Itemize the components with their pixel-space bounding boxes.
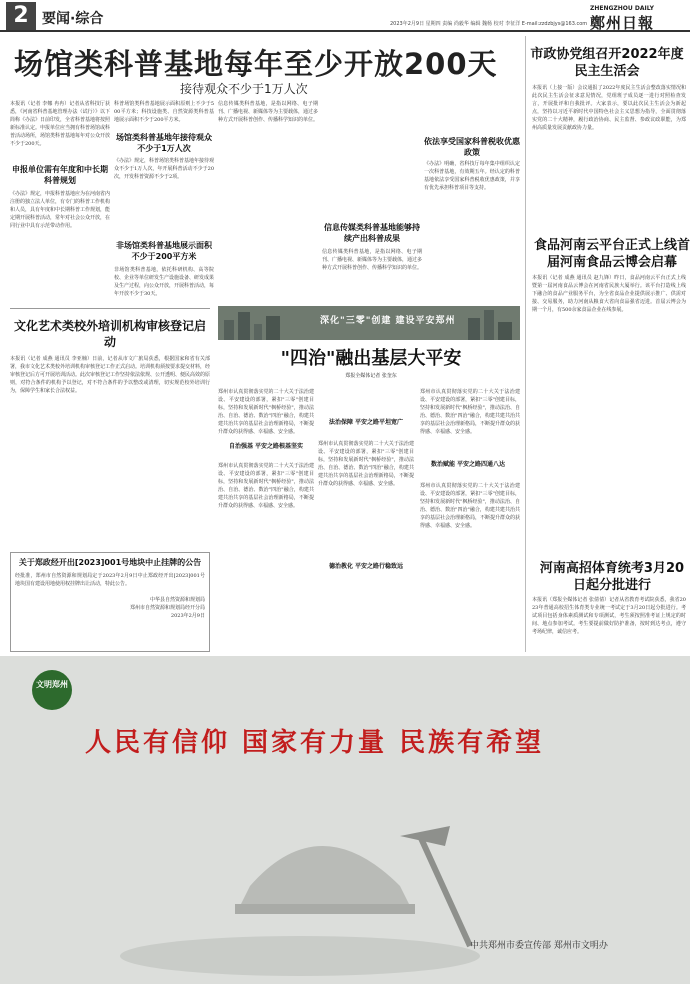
lead-body-f: 信息传媒类科普基地，是指以网络、电子期刊、广播电视、新媒体等为主要载体，通过多种方式开展科普创作、传播科学知识的单位。 [322,249,422,271]
land-notice [10,552,210,652]
notice-org1: 中华县自然资源和规划局 [149,597,205,603]
notice-body: 经批准，郑州市自然资源和规划局定于2023年2月9日中止郑政经开出[2023]001号地块国有建设用地使用权挂牌出让活动，特此公告。 [15,573,205,587]
food-body: 本报讯（记者 成燕 通讯员 赵九锋）昨日，食品河南云平台正式上线暨第一届河南食品云博会在河南省民族大厦举行。该平台打造线上线下融合的食品产业服务平台，为全省食品企业提供展示推广、供需对接、交易服务，助力河南从粮食大省向食品强省迈进。首届云博会为期一个月，有500余家食品企业在线参展。 [532,275,686,313]
helmet-illustration [0,656,690,984]
feature-body-2: 郑州市认真贯彻落实党的二十大关于法治建设、平安建设的部署，紧扣"三零"创建目标，坚持和发展新时代"枫桥经验"，推动法治、自治、德治、数治"四治"融合，构建共建共治共享的基层社会治理新格局，不断提升群众的获得感、幸福感、安全感。 [318,441,414,487]
culture-body: 本报讯（记者 成燕 通讯员 李亚楠）日前，记者从市文广旅局获悉，根据国家和省有关部署，我市文化艺术类校外培训机构审核登记工作正式启动。培训机构须按要求提交材料，经审核登记后方可开展培训活动。此次审核登记工作坚持依法依规、公开透明、便民高效的原则，对符合条件的机构予以登记，对不符合条件的予以整改或清理，切实规范校外培训行为，保障学生和家长合法权益。 [10,356,210,394]
lead-subhead-f: 依法享受国家科普税收优惠政策 [424,137,520,157]
lead-body-f-pre: 信息传媒类科普基地，是指以网络、电子期刊、广播电视、新媒体等为主要载体，通过多种方式开展科普创作、传播科学知识的单位。 [218,101,318,123]
poster-credit: 中共郑州市委宣传部 郑州市文明办 [470,941,608,951]
lead-body-b: 《办法》规定，申报科普基地应为在河南省内注册的独立法人单位，有专门的科普工作机构和人员，具有年度和中长期科普工作规划，能定期开展科普活动，常年对社会公众开放，在同行业中具有示范带动作用。 [10,191,110,229]
issue-meta: 2023年2月9日 星期四 责编 尚毅华 编辑 魏杨 校对 李征洋 E-mail:zzdzbjys@163.com [390,21,588,27]
page-number: 2 [6,2,36,30]
culture-headline: 文化艺术类校外培训机构审核登记启动 [13,319,206,349]
lead-subhead-e: 信息传媒类科普基地能够持续产出科普成果 [324,223,420,243]
feature-sub3: 德治教化 平安之路行稳致远 [328,563,404,570]
divider [10,308,210,309]
lead-body-d: 《办法》规定，科普场馆类科普基地年接待观众不少于1万人次，年开展科普活动不少于20次，开发科普资源不少于2项。 [114,158,214,180]
notice-title: 关于郑政经开出[2023]001号地块中止挂牌的公告 [18,558,202,567]
lead-subhead-a: 申报单位需有年度和中长期科普规划 [12,165,108,185]
section-title: 要闻·综合 [42,11,104,27]
notice-date: 2023年2月9日 [170,613,205,619]
exam-body: 本报讯（郑报全媒体记者 张倩倩）记者从省教育考试院获悉，我省2023年普通高校招生体育类专业统一考试定于3月20日起分批进行。考试项目包括身体素质测试和专项测试，考生须按照准考证上规定的时间、地点参加考试。考生要提前做好防护准备，按时到达考点，遵守考场纪律，诚信应考。 [532,597,686,635]
cppcc-headline: 市政协党组召开2022年度民主生活会 [530,47,684,79]
lead-body-e: 非场馆类科普基地，依托科研机构、高等院校、企业等单位研发生产设施设备、研发成果及生产过程，向公众开放，开展科普活动，每年开放不少于30天。 [114,267,214,297]
feature-banner-title: 深化"三零"创建 建设平安郑州 [320,316,456,326]
column-rule [525,36,526,652]
masthead-logo: 鄭州日報 [590,14,655,32]
lead-body-g: 《办法》明确，省科技厅每年集中组织认定一次科普基地，有效期五年。经认定的科普基地依法享受国家科普税收优惠政策，并享有优先承担科普项目等支持。 [424,161,520,191]
feature-body-4: 郑州市认真贯彻落实党的二十大关于法治建设、平安建设的部署，紧扣"三零"创建目标，坚持和发展新时代"枫桥经验"，推动法治、自治、德治、数治"四治"融合，构建共建共治共享的基层社会治理新格局，不断提升群众的获得感、幸福感、安全感。 [420,483,520,529]
feature-body-5: 郑州市认真贯彻落实党的二十大关于法治建设、平安建设的部署，紧扣"三零"创建目标，坚持和发展新时代"枫桥经验"，推动法治、自治、德治、数治"四治"融合，构建共建共治共享的基层社会治理新格局，不断提升群众的获得感、幸福感、安全感。 [420,389,520,435]
feature-body-3: 郑州市认真贯彻落实党的二十大关于法治建设、平安建设的部署，紧扣"三零"创建目标，坚持和发展新时代"枫桥经验"，推动法治、自治、德治、数治"四治"融合，构建共建共治共享的基层社会治理新格局，不断提升群众的获得感、幸福感、安全感。 [218,463,314,509]
page-header [0,0,690,32]
feature-body-1: 郑州市认真贯彻落实党的二十大关于法治建设、平安建设的部署，紧扣"三零"创建目标，坚持和发展新时代"枫桥经验"，推动法治、自治、德治、数治"四治"融合，构建共建共治共享的基层社会治理新格局，不断提升群众的获得感、幸福感、安全感。 [218,389,314,435]
lead-subhead-c: 场馆类科普基地年接待观众不少于1万人次 [116,133,212,153]
lead-subhead: 接待观众不少于1万人次 [180,82,308,96]
feature-headline: "四治"融出基层大平安 [280,348,462,369]
poster-slogan: 人民有信仰 国家有力量 民族有希望 [85,728,545,758]
masthead-en: ZHENGZHOU DAILY [590,5,654,12]
lead-subhead-d: 非场馆类科普基地展示面积不少于200平方米 [116,241,212,261]
civilization-logo: 文明郑州 [32,670,72,710]
public-service-poster [0,656,690,984]
food-headline: 食品河南云平台正式上线首届河南食品云博会启幕 [534,238,690,270]
exam-headline: 河南高招体育统考3月20日起分批进行 [539,561,685,593]
feature-sub2: 自治强基 平安之路根基坚实 [228,443,304,450]
feature-sub1: 法治保障 平安之路平坦宽广 [328,419,404,426]
feature-sub4: 数治赋能 平安之路四通八达 [430,461,506,468]
lead-body-a: 本报讯（记者 李娜 冉冉）记者从省科技厅获悉，《河南省科普基地管理办法（试行）》以下简称《办法》日前印发，全省科普基地将按照新标准认定。申报单位应当拥有科普场馆或科普活动场所，场馆类科普基地每年对公众开放不少于200天。 [10,101,110,147]
feature-byline: 郑报全媒体记者 张奎东 [345,373,397,379]
lead-headline: 场馆类科普基地每年至少开放200天 [14,47,498,81]
notice-org2: 郑州市自然资源和规划局经开分局 [129,605,205,611]
lead-body-c: 科普场馆类科普基地展示面积原则上不少于500平方米；科技设施类、自然资源类科普基地展示面积不少于200平方米。 [114,101,214,123]
cppcc-body: 本报讯（上接一版）会议通报了2022年度民主生活会整改落实情况和此次民主生活会征求意见情况，党组班子成员逐一进行对照检查发言，开展批评和自我批评。大家表示，要以此次民主生活会为新起点，坚持以习近平新时代中国特色社会主义思想为指导，全面贯彻落实党的二十大精神，履行政治协商、民主监督、参政议政职能，为郑州高质量发展贡献政协力量。 [532,85,686,131]
